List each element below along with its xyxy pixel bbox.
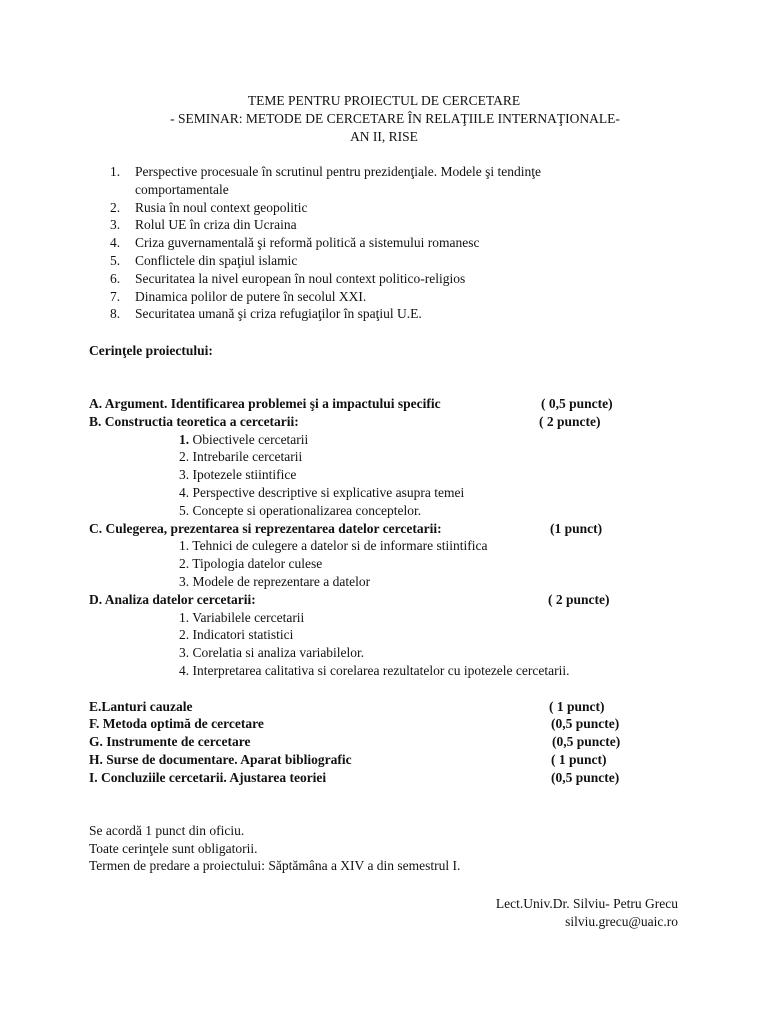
list-item: [110, 288, 630, 306]
item-text: Modele de reprezentare a datelor: [192, 573, 371, 589]
note-mandatory: Toate cerinţele sunt obligatorii.: [89, 840, 258, 856]
section-points: (0,5 puncte): [552, 734, 621, 750]
list-number: 2.: [110, 199, 121, 215]
item-text: Intrebarile cercetarii: [192, 449, 303, 465]
section-title: C. Culegerea, prezentarea si reprezentarea datelor cercetarii:: [89, 520, 442, 536]
list-item: [110, 199, 630, 217]
list-number: 5.: [110, 252, 121, 268]
list-number: 7.: [110, 288, 121, 304]
list-item: [89, 448, 649, 466]
item-number: 1.: [179, 431, 190, 447]
section-b: [89, 413, 649, 431]
section-points: ( 0,5 puncte): [541, 396, 613, 411]
section-points: ( 2 puncte): [539, 413, 601, 429]
section-points: ( 2 puncte): [548, 591, 610, 607]
section-title: E.Lanturi cauzale: [89, 698, 193, 714]
section-points: ( 1 punct): [551, 751, 607, 767]
list-item: [89, 573, 649, 591]
list-item: [110, 270, 630, 288]
header-title: TEME PENTRU PROIECTUL DE CERCETARE: [247, 93, 521, 108]
section-i: [89, 769, 649, 787]
list-item: [89, 644, 649, 662]
header-seminar: - SEMINAR: METODE DE CERCETARE ÎN RELAŢIILE INTERNAŢIONALE-: [170, 111, 620, 126]
list-item: [89, 626, 649, 644]
list-item: [89, 502, 649, 520]
note-official-point: Se acordă 1 punct din oficiu.: [89, 823, 245, 838]
list-text: Perspective procesuale în scrutinul pentru prezidenţiale. Modele şi tendinţe comportamentale: [135, 164, 541, 197]
list-item: [110, 252, 630, 270]
item-number: 3.: [179, 573, 190, 589]
item-text: Obiectivele cercetarii: [192, 431, 309, 447]
item-number: 2.: [179, 556, 190, 572]
list-item: [89, 484, 649, 502]
section-points: (0,5 puncte): [551, 769, 620, 785]
section-d: [89, 591, 649, 609]
list-item: [89, 537, 649, 555]
section-a: [89, 395, 649, 413]
list-item: [110, 216, 630, 234]
item-text: Variabilele cercetarii: [192, 609, 305, 625]
section-points: ( 1 punct): [549, 698, 605, 714]
note-deadline: Termen de predare a proiectului: Săptămâna a XIV a din semestrul I.: [89, 858, 461, 874]
item-number: 1.: [179, 538, 190, 554]
item-number: 5.: [179, 502, 190, 518]
list-item: [89, 609, 649, 627]
item-number: 4.: [179, 484, 190, 500]
item-number: 2.: [179, 449, 190, 465]
list-item: [110, 163, 630, 199]
list-item: [110, 305, 630, 323]
item-number: 4.: [179, 662, 190, 678]
signature: [496, 895, 678, 931]
item-number: 3.: [179, 645, 190, 661]
list-text: Conflictele din spaţiul islamic: [135, 252, 298, 268]
spacer: [89, 680, 649, 698]
section-title: D. Analiza datelor cercetarii:: [89, 591, 256, 607]
list-number: 8.: [110, 306, 121, 322]
requirements-heading: Cerinţele proiectului:: [89, 343, 213, 358]
notes: [89, 822, 460, 875]
list-item: [110, 234, 630, 252]
item-text: Tipologia datelor culese: [192, 556, 323, 572]
header-year: AN II, RISE: [350, 129, 418, 144]
section-title: G. Instrumente de cercetare: [89, 734, 251, 750]
section-title: F. Metoda optimă de cercetare: [89, 716, 264, 732]
list-text: Securitatea umană şi criza refugiaţilor în spaţiul U.E.: [135, 306, 422, 322]
section-points: (1 punct): [550, 520, 603, 536]
list-number: 3.: [110, 217, 121, 233]
author-email: silviu.grecu@uaic.ro: [565, 914, 678, 929]
section-c: [89, 520, 649, 538]
section-title: I. Concluziile cercetarii. Ajustarea teoriei: [89, 769, 327, 785]
section-h: [89, 751, 649, 769]
item-text: Corelatia si analiza variabilelor.: [192, 645, 365, 661]
document-header: [0, 92, 768, 146]
item-text: Ipotezele stiintifice: [192, 467, 297, 483]
section-f: [89, 715, 649, 733]
list-item: [89, 466, 649, 484]
list-number: 4.: [110, 235, 121, 251]
author-name: Lect.Univ.Dr. Silviu- Petru Grecu: [495, 896, 678, 911]
item-number: 1.: [179, 609, 190, 625]
list-number: 6.: [110, 270, 121, 286]
list-text: Rusia în noul context geopolitic: [135, 199, 308, 215]
item-text: Indicatori statistici: [192, 627, 294, 643]
list-text: Dinamica polilor de putere în secolul XXI.: [135, 288, 367, 304]
list-item: [89, 555, 649, 573]
item-text: Perspective descriptive si explicative asupra temei: [192, 484, 465, 500]
item-number: 3.: [179, 467, 190, 483]
list-text: Securitatea la nivel european în noul context politico-religios: [135, 270, 466, 286]
section-title: H. Surse de documentare. Aparat bibliografic: [89, 751, 352, 767]
item-number: 2.: [179, 627, 190, 643]
item-text: Tehnici de culegere a datelor si de informare stiintifica: [192, 538, 488, 554]
list-number: 1.: [110, 164, 121, 179]
section-e: [89, 698, 649, 716]
list-text: Rolul UE în criza din Ucraina: [135, 217, 297, 233]
section-points: (0,5 puncte): [551, 716, 620, 732]
item-text: Concepte si operationalizarea conceptelor.: [192, 502, 422, 518]
section-g: [89, 733, 649, 751]
section-title: B. Constructia teoretica a cercetarii:: [89, 413, 299, 429]
item-text: Interpretarea calitativa si corelarea rezultatelor cu ipotezele cercetarii.: [192, 662, 570, 678]
list-item: [89, 662, 649, 680]
list-item: [89, 431, 649, 449]
list-text: Criza guvernamentală şi reformă politică a sistemului romanesc: [135, 235, 480, 251]
section-title: A. Argument. Identificarea problemei şi a impactului specific: [89, 396, 441, 411]
topics-list: [110, 163, 630, 323]
requirements-list: [89, 395, 649, 787]
